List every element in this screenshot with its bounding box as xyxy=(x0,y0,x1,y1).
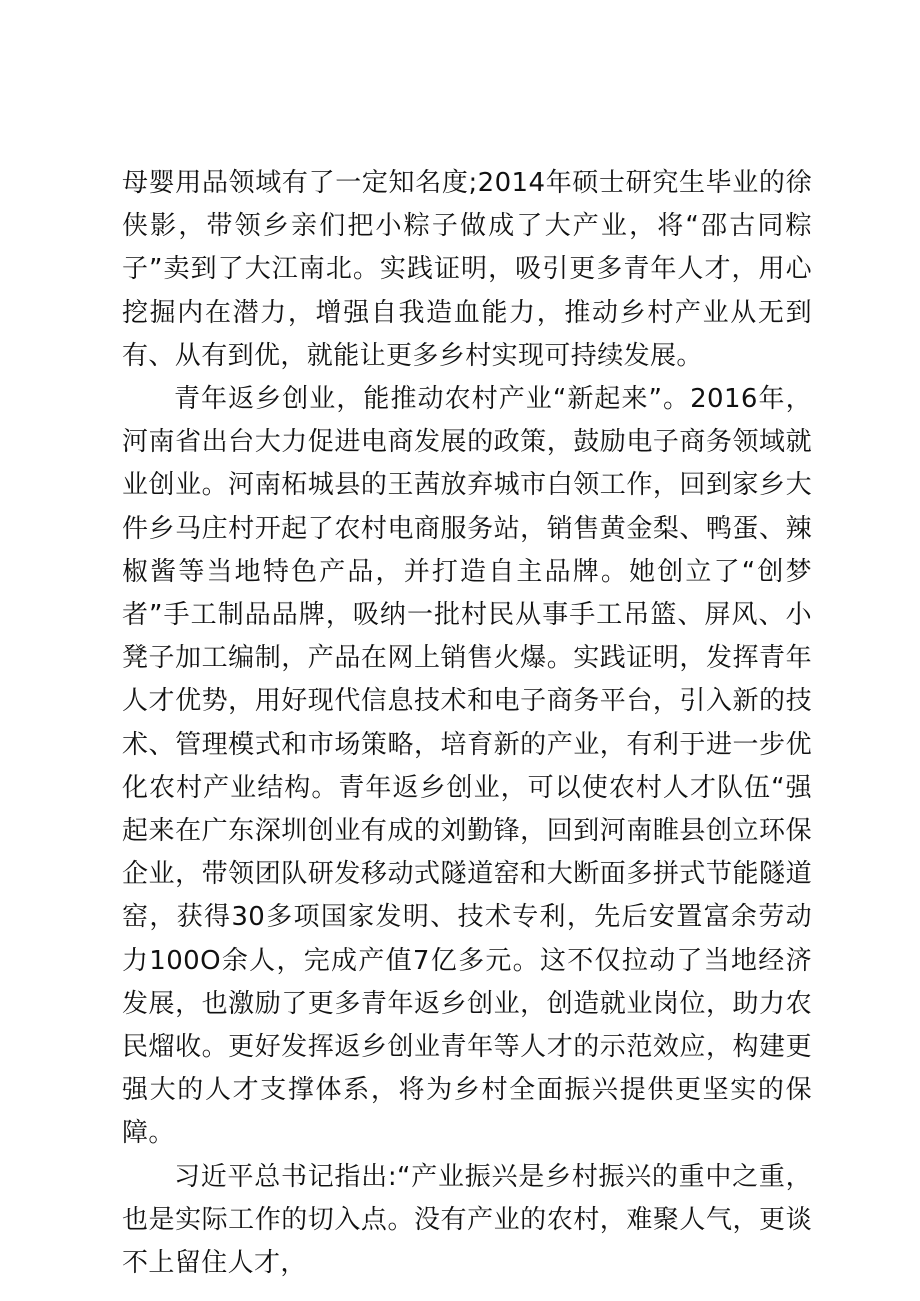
paragraph-3: 习近平总书记指出:“产业振兴是乡村振兴的重中之重，也是实际工作的切入点。没有产业的农村，难聚人气，更谈不上留住人才， xyxy=(122,1161,812,1279)
document-body xyxy=(122,162,812,1285)
paragraph-2: 青年返乡创业，能推动农村产业“新起来”。2016年，河南省出台大力促进电商发展的政策，鼓励电子商务领域就业创业。河南柘城县的王茜放弃城市白领工作，回到家乡大件乡马庄村开起了农村电商服务站，销售黄金梨、鸭蛋、辣椒酱等当地特色产品，并打造自主品牌。她创立了“创梦者”手工制品品牌，吸纳一批村民从事手工吊篮、屏风、小凳子加工编制，产品在网上销售火爆。实践证明，发挥青年人才优势，用好现代信息技术和电子商务平台，引入新的技术、管理模式和市场策略，培育新的产业，有利于进一步优化农村产业结构。青年返乡创业，可以使农村人才队伍“强起来在广东深圳创业有成的刘勤锋，回到河南睢县创立环保企业，带领团队研发移动式隧道窑和大断面多拼式节能隧道窑，获得30多项国家发明、技术专利，先后安置富余劳动力100O余人，完成产值7亿多元。这不仅拉动了当地经济发展，也激励了更多青年返乡创业，创造就业岗位，助力农民熘收。更好发挥返乡创业青年等人才的示范效应，构建更强大的人才支撑体系，将为乡村全面振兴提供更坚实的保障。 xyxy=(122,384,812,1149)
paragraph-1: 母婴用品领域有了一定知名度;2014年硕士研究生毕业的徐侠影，带领乡亲们把小粽子做成了大产业，将“邵古同粽子”卖到了大江南北。实践证明，吸引更多青年人才，用心挖掘内在潜力，增强自我造血能力，推动乡村产业从无到有、从有到优，就能让更多乡村实现可持续发展。 xyxy=(122,168,812,371)
